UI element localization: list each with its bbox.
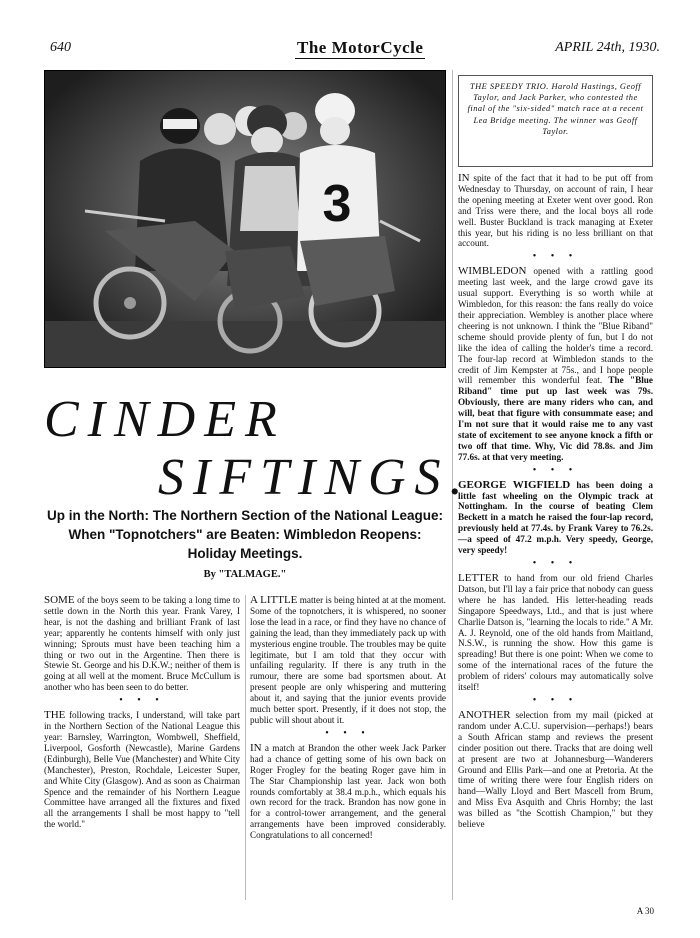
section-separator: • • • [325,727,371,739]
paragraph-text: spite of the fact that it had to be put off from Wednesday to Thursday, on account of rain, I hear the opening meeting at Exeter went over good. Ron and Triss were there, and the local boys all rode well. Buster Buckland is track managing at Exeter this year, but his riding is no less brilliant on that account. [458,173,653,249]
article-column-1 [44,595,240,833]
article-column-2 [250,595,446,844]
section-separator: • • • [532,694,579,706]
byline: By "TALMAGE." [203,569,287,580]
paragraph [458,573,653,693]
subheadline: Up in the North: The Northern Section of the National League: When "Topnotchers" are Beaten: Wimbledon Reopens: Holiday Meetings. [46,508,443,561]
masthead-logo: The MotorCycle [297,38,424,57]
paragraph-text: matter is being hinted at at the moment. Some of the topnotchers, it is whispered, no sooner lose the lead in a race, or find they have no chance of gaining the lead, than they immediately pack up with mysterious engine trouble. The troubles may be quite legitimate, but I am told that they occur with unfailing regularity. If there is any truth in the rumour, there are some bad sportsmen about. At present people are only whispering and muttering about it, and saying that the junior events provide much better sport. Presently, if it does not stop, the public will shout about it. [250,595,446,725]
paragraph-text: a match at Brandon the other week Jack Parker had a chance of getting some of his own back on Roger Frogley for the beating Roger gave him in The Star Championship last year. Jack won both rounds comfortably at 38.4 m.p.h., which equals his own record for the track. Brandon has now gone in for a control-tower arrangement, and the general arrangements have been improved considerably. Congratulations to all concerned! [250,742,446,841]
lead-word: GEORGE WIGFIELD [458,478,571,491]
paragraph-text: following tracks, I understand, will take part in the Northern Section of the National League this year: Barnsley, Warrington, Wombwell, Sheffield, Liverpool, Gosforth (Newcastle), Marine Gardens (Edinburgh), Belle Vue (Manchester) and White City (Manchester), Preston, Rochdale, Leicester Super, and White City (Glasgow). And as soon as Chairman Spence and the remainder of his Northern League Committee have arranged all the fixtures and fixed all the arrangements I shall be most happy to "tell the world." [44,710,240,830]
page-number: 640 [50,40,71,55]
paragraph [458,710,653,830]
paragraph-text: to hand from our old friend Charles Datson, but I'll lay a fair price that nobody can guess where he has landed. His letter-heading reads Singapore Speedways, Ltd., and that is just where Charlie Datson is, "learning the locals to ride." A Mr. A. J. Reynold, one of the old hands from Maitland, N.S.W., is running the show. How this game is spreading! But there is one point: When we come to some of the international races of the future the problem of riders' colours may automatically solve itself! [458,573,653,693]
section-separator: • • • [532,558,579,569]
paragraph [250,595,446,726]
lead-word: IN [250,741,262,754]
paragraph [44,595,240,693]
paragraph [250,743,446,841]
lead-word: IN [458,172,470,184]
issue-date: APRIL 24th, 1930. [555,40,660,55]
column-rule [245,595,246,900]
lead-word: A LITTLE [250,594,298,606]
headline-line-2: SIFTINGS. [158,449,472,506]
section-separator: • • • [119,695,165,707]
lead-word: THE [44,709,66,722]
article-column-3 [458,173,653,833]
paragraph [458,480,653,556]
lead-word: ANOTHER [458,708,511,721]
paragraph-text: of the boys seem to be taking a long time to settle down in the North this year. Frank Varey, I hear, is not the dashing and brilliant Frank of last year; apparently he contents himself with only just winning; Sprouts must have been teaching him a thing or two out in the Argentine. Then there is Stewie St. George and his D.K.W.; neither of them is going at all well at the moment. Bruce McCullum is another who has been seen to do better. [44,595,240,693]
section-separator: • • • [532,464,579,476]
headline-line-1: CINDER [44,391,286,448]
lead-word: LETTER [458,572,499,584]
rider-number: 3 [322,175,352,233]
riders-photo [44,70,446,368]
lead-word: WIMBLEDON [458,265,527,278]
paragraph [458,173,653,249]
paragraph-text: opened with a rattling good meeting last week, and the large crowd gave its usual support. Everything is so worth while at Wimbledon, for this reason: the fans really do voice their appreciation. Wembley is another place where cheering is not unknown. I think the "Blue Riband" scheme should provide plenty of fun, but I do not like the idea of calling the holder's time a record. The four-lap record at Wimbledon stands to the credit of Jim Kempster at 75s., and I hope people will remember this wonderful feat. [458,266,653,386]
paragraph-text-bold: The "Blue Riband" time put up last week was 79s. Obviously, there are many riders who can, and will, beat that figure with consummate ease; and I'm not sure that it would raise me to any vast state of excitement to see anyone knock a fifth or two off that time. Why, Vic did 78.8s. and Jim 77.6s. at that very meeting. [458,375,653,462]
page-header [50,40,660,64]
paragraph-text: has been doing a little fast wheeling on the Olympic track at Nottingham. In the course of beating Clem Beckett in a match he raised the four-lap record, previously held at 77.4s. by Frank Varey to 76.2s.—a speed of 47.2 m.p.h. Very speedy, George, very speedy! [458,479,653,556]
caption-text: THE SPEEDY TRIO. Harold Hastings, Geoff Taylor, and Jack Parker, who contested the final of the "six-sided" match race at a recent Lea Bridge meeting. The winner was Geoff Taylor. [467,82,644,136]
photo-caption [458,75,653,167]
paragraph-text: selection from my mail (picked at random under A.C.U. supervision—perhaps!) bears a South African stamp and reviews the present cinder position out there. Tracks that are doing well at present are two at Johannesburg—Wanderers Ground and Ellis Park—and one at Pretoria. At the time of writing there were four English riders on hand—Wally Lloyd and Bert Mascell from Brum, and Miss Eva Asquith and Chris Hornby; the last was billed as "the Scottish Champion," but they believe [458,709,653,830]
page-signature: A 30 [636,906,654,916]
section-separator: • • • [532,251,579,263]
paragraph [44,710,240,830]
lead-word: SOME [44,594,75,606]
paragraph [458,266,653,462]
